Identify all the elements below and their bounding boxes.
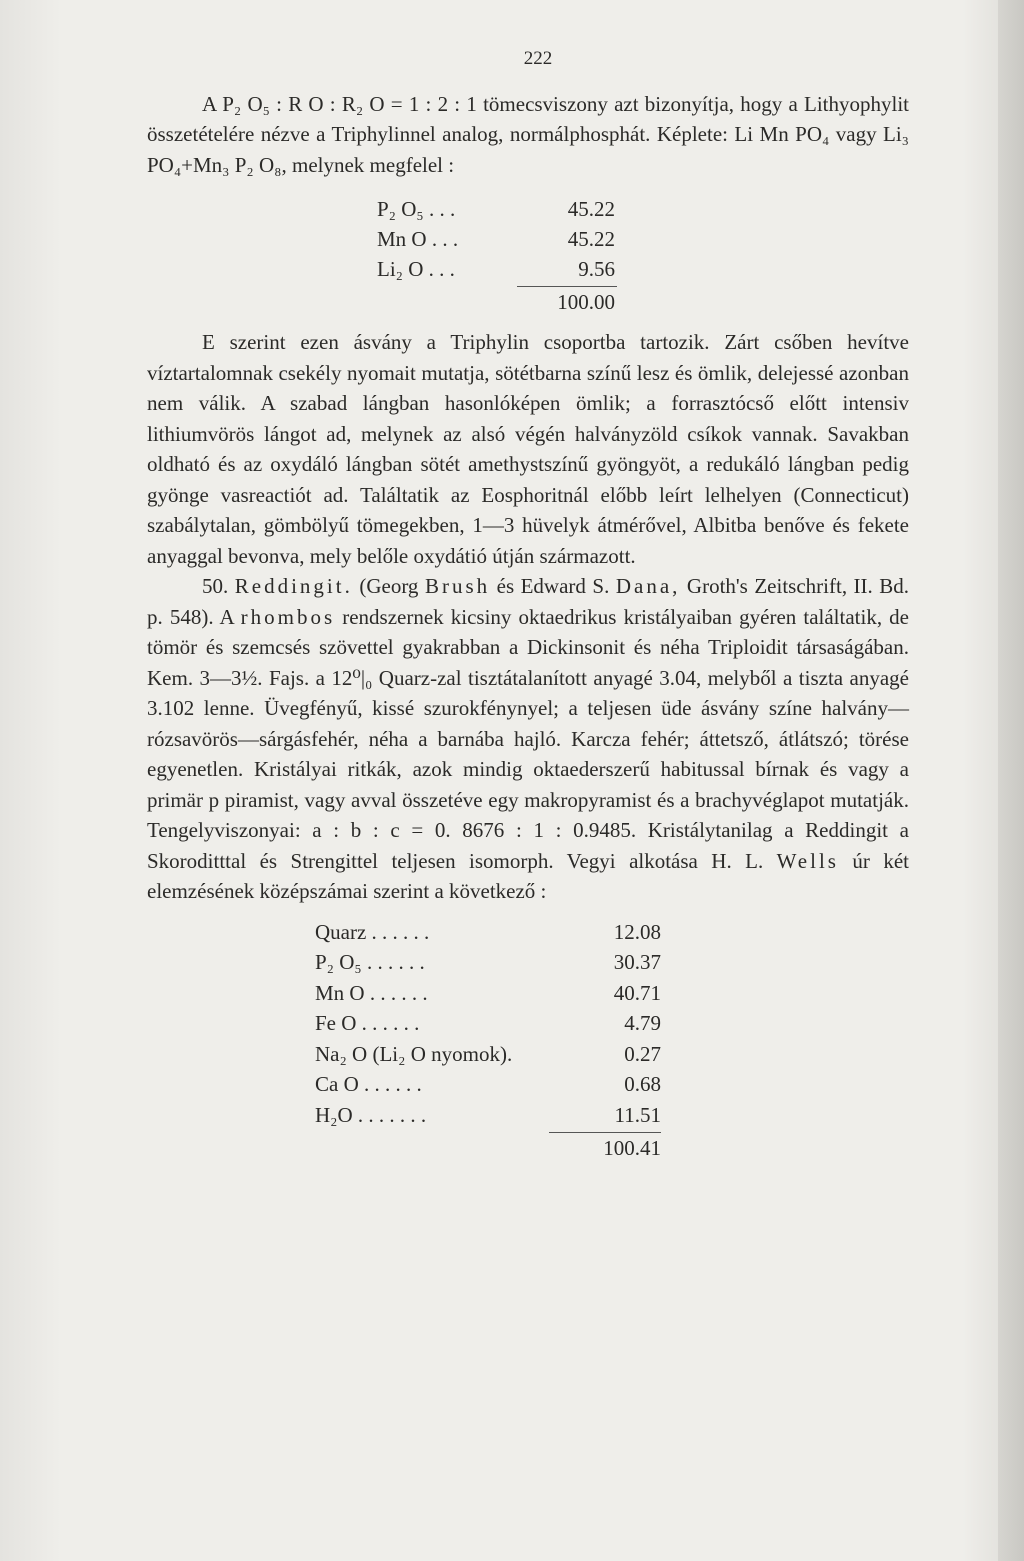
compound-value: 9.56 — [578, 257, 615, 281]
table-row — [315, 917, 909, 948]
compound-label: P₂ O₅ . . . — [377, 197, 456, 221]
paragraph-1: A P₂ O₅ : R O : R₂ O = 1 : 2 : 1 tömecsviszony azt bizonyítja, hogy a Lithyophylit összetételére nézve a Triphylinnel analog, normálphosphát. Képlete: Li Mn PO₄ vagy Li₃ PO₄+Mn₃ P₂ O₈, melynek megfelel : — [147, 91, 909, 177]
text-run: rendszernek kicsiny oktaedrikus kristályaiban gyéren találtatik, de tömör és szemcsés szövettel gyakrabban a Dickinsonit és néha Triploidit társaságában. Kem. 3—3½. Fajs. a 12⁰|₀ Quarz-zal tisztátalanított anyagé 3.04, melyből a tiszta anyagé 3.102 lenne. Üvegfényű, kissé szurokfénynyel; a teljesen üde ásvány színe halvány—rózsavörös—sárgásfehér, néha a barnába hajló. Karcza fehér; áttetsző, átlátszó; törése egyenetlen. Kristályai ritkák, azok mindig oktaederszerű habitussal bírnak és vagy a primär p piramist, vagy avval összetéve egy makropyramist és a brachyvéglapot mutatják. Tengelyviszonyai: a : b : c = 0. 8676 : 1 : 0.9485. Kristálytanilag a Reddingit a Skoroditttal és Strengittel teljesen isomorph. Vegyi alkotása H. L. — [147, 604, 909, 873]
page-number: 222 — [523, 48, 553, 69]
table-total-row — [315, 1133, 909, 1164]
compound-value: 0.27 — [624, 1041, 661, 1066]
compound-label: Na₂ O (Li₂ O nyomok). — [315, 1041, 513, 1066]
table-row — [377, 224, 909, 254]
author-name: Dana, — [615, 574, 681, 598]
compound-value: 0.68 — [624, 1072, 661, 1096]
table-row — [377, 194, 909, 224]
table-row — [315, 1039, 909, 1070]
composition-table-1 — [377, 194, 909, 317]
compound-value: 40.71 — [613, 980, 661, 1005]
total-value: 100.00 — [557, 290, 615, 314]
text-run: (Georg — [359, 574, 419, 598]
table-row — [315, 978, 909, 1009]
compound-value: 12.08 — [613, 919, 661, 944]
compound-label: Li₂ O . . . — [377, 257, 455, 281]
author-name: Wells — [776, 848, 839, 873]
compound-value: 4.79 — [624, 1011, 661, 1035]
entry-number: 50. — [202, 574, 229, 598]
compound-label: Mn O . . . — [377, 227, 459, 251]
table-row — [315, 1069, 909, 1100]
compound-value: 45.22 — [567, 197, 615, 221]
compound-value: 30.37 — [613, 950, 661, 974]
compound-label: Fe O . . . . . . — [315, 1011, 420, 1035]
compound-label: Ca O . . . . . . — [315, 1072, 422, 1096]
author-name: Brush — [424, 574, 491, 598]
compound-label: P₂ O₅ . . . . . . — [315, 950, 425, 974]
text-block — [147, 44, 909, 1164]
paragraph-3 — [147, 571, 909, 907]
table-total-row — [377, 287, 909, 317]
compound-label: H₂O . . . . . . . — [315, 1102, 427, 1127]
crystal-system: rhombos — [240, 604, 336, 629]
total-value: 100.41 — [603, 1136, 661, 1160]
paragraph-2: E szerint ezen ásvány a Triphylin csoportba tartozik. Zárt csőben hevítve víztartalomnak csekély nyomait mutatja, sötétbarna színű lesz és ömlik, delejessé azonban nem válik. A szabad lángban hasonlóképen ömlik; a forrasztócső előtt intensiv lithiumvörös lángot ad, melynek az alsó végén halványzöld csíkok vannak. Savakban oldható és az oxydáló lángban sötét amethystszínű gyöngyöt, a redukáló lángban pedig gyönge vasreactiót ad. Találtatik az Eosphoritnál előbb leírt lelhelyen (Connecticut) szabálytalan, gömbölyű tömegekben, 1—3 hüvelyk átmérővel, Albitba benőve és fekete anyaggal bevonva, mely belőle oxydátió útján származott. — [147, 330, 909, 568]
table-row — [315, 947, 909, 978]
text-run: úr két elemzésének középszámai szerint a következő : — [147, 848, 910, 903]
text-run: és Edward S. — [496, 574, 610, 598]
compound-value: 45.22 — [567, 227, 615, 251]
text-run: Groth's Zeitschrift, II. Bd. p. 548). A — [147, 574, 910, 629]
table-row — [315, 1100, 909, 1131]
table-row — [377, 254, 909, 284]
mineral-name: Reddingit. — [234, 574, 353, 598]
compound-value: 11.51 — [614, 1102, 661, 1127]
composition-table-2 — [315, 917, 909, 1164]
page-edge — [998, 0, 1024, 1561]
compound-label: Quarz . . . . . . — [315, 919, 430, 944]
table-row — [315, 1008, 909, 1039]
compound-label: Mn O . . . . . . — [315, 980, 428, 1005]
